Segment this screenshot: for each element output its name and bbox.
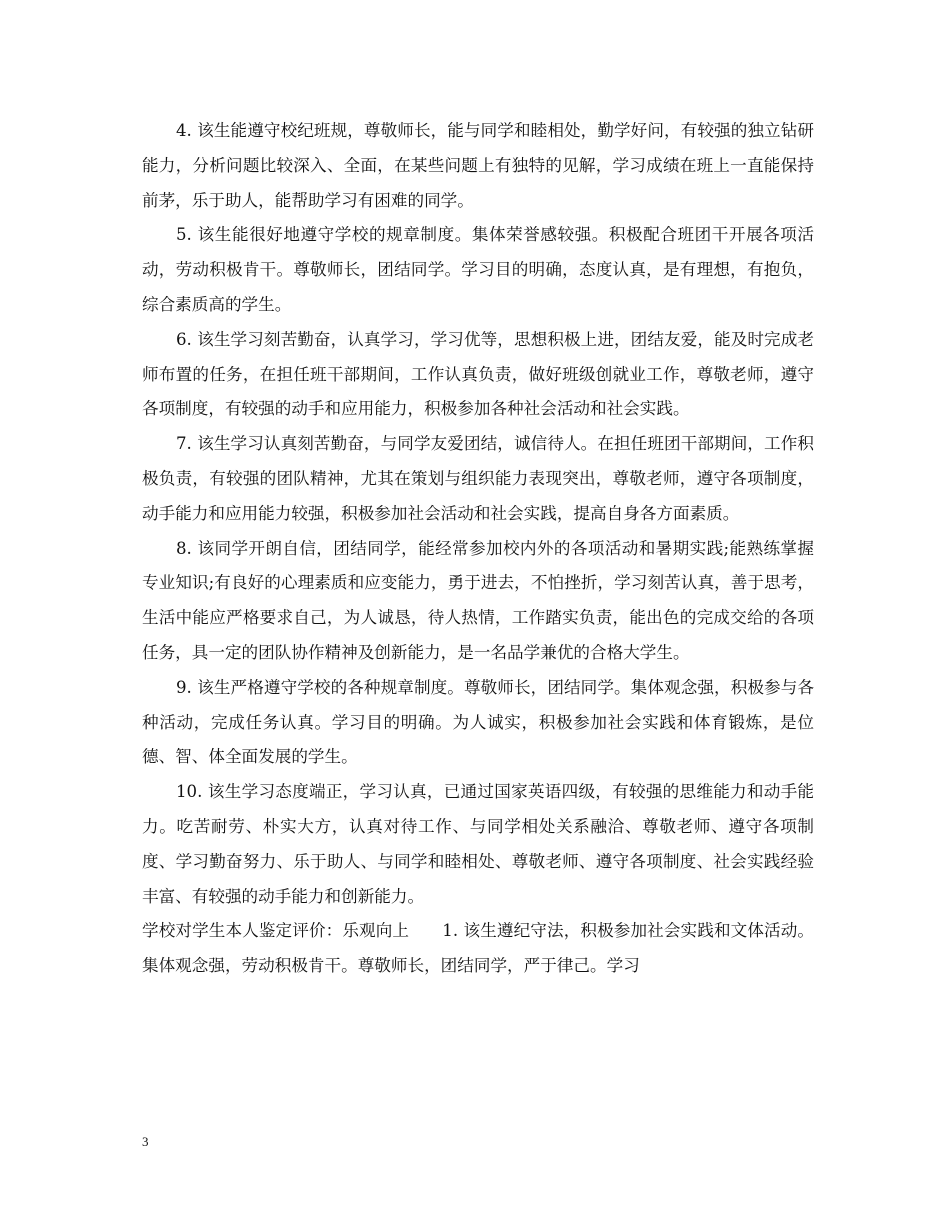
evaluation-paragraph-5 [142,218,814,322]
evaluation-paragraph-10 [142,775,814,914]
paragraph-number: 7. [176,434,192,454]
paragraph-number: 5. [176,225,192,245]
paragraph-number: 1. [442,921,459,941]
school-evaluation-paragraph [142,914,814,984]
school-evaluation-label: 学校对学生本人鉴定评价：乐观向上 [142,921,410,941]
evaluation-paragraph-4 [142,114,814,218]
paragraph-text: 该生学习态度端正，学习认真，已通过国家英语四级，有较强的思维能力和动手能力。吃苦耐劳、朴实大方，认真对待工作、与同学相处关系融洽、尊敬老师、遵守各项制度、学习勤奋努力、乐于助人、与同学和睦相处、尊敬老师、遵守各项制度、社会实践经验丰富、有较强的动手能力和创新能力。 [142,782,814,906]
page-number: 3 [142,1134,149,1149]
paragraph-text: 该生遵纪守法，积极参加社会实践和文体活动。集体观念强，劳动积极肯干。尊敬师长，团结同学，严于律己。学习 [142,921,815,976]
paragraph-text: 该生学习刻苦勤奋，认真学习，学习优等，思想积极上进，团结友爱，能及时完成老师布置的任务，在担任班干部期间，工作认真负责，做好班级创就业工作，尊敬老师，遵守各项制度，有较强的动手和应用能力，积极参加各种社会活动和社会实践。 [142,329,814,419]
evaluation-paragraph-6 [142,323,814,427]
paragraph-text: 该生能遵守校纪班规，尊敬师长，能与同学和睦相处，勤学好问，有较强的独立钻研能力，分析问题比较深入、全面，在某些问题上有独特的见解，学习成绩在班上一直能保持前茅，乐于助人，能帮助学习有困难的同学。 [142,121,814,210]
paragraph-number: 10. [176,782,203,802]
evaluation-paragraph-8 [142,532,814,671]
paragraph-number: 8. [176,538,192,558]
paragraph-number: 9. [176,677,192,697]
paragraph-text: 该生严格遵守学校的各种规章制度。尊敬师长，团结同学。集体观念强，积极参与各种活动，完成任务认真。学习目的明确。为人诚实，积极参加社会实践和体育锻炼，是位德、智、体全面发展的学生。 [142,677,814,767]
evaluation-paragraph-9 [142,671,814,775]
paragraph-text: 该同学开朗自信，团结同学，能经常参加校内外的各项活动和暑期实践;能熟练掌握专业知识;有良好的心理素质和应变能力，勇于进去，不怕挫折，学习刻苦认真，善于思考，生活中能应严格要求自己，为人诚恳，待人热情，工作踏实负责，能出色的完成交给的各项任务，具一定的团队协作精神及创新能力，是一名品学兼优的合格大学生。 [142,538,814,662]
evaluation-paragraph-7 [142,427,814,531]
paragraph-number: 6. [176,329,192,349]
paragraph-text: 该生学习认真刻苦勤奋，与同学友爱团结，诚信待人。在担任班团干部期间，工作积极负责，有较强的团队精神，尤其在策划与组织能力表现突出，尊敬老师，遵守各项制度，动手能力和应用能力较强，积极参加社会活动和社会实践，提高自身各方面素质。 [142,434,814,523]
document-body [142,114,814,984]
paragraph-number: 4. [176,121,192,140]
paragraph-text: 该生能很好地遵守学校的规章制度。集体荣誉感较强。积极配合班团干开展各项活动，劳动积极肯干。尊敬师长，团结同学。学习目的明确，态度认真，是有理想，有抱负，综合素质高的学生。 [142,225,815,314]
